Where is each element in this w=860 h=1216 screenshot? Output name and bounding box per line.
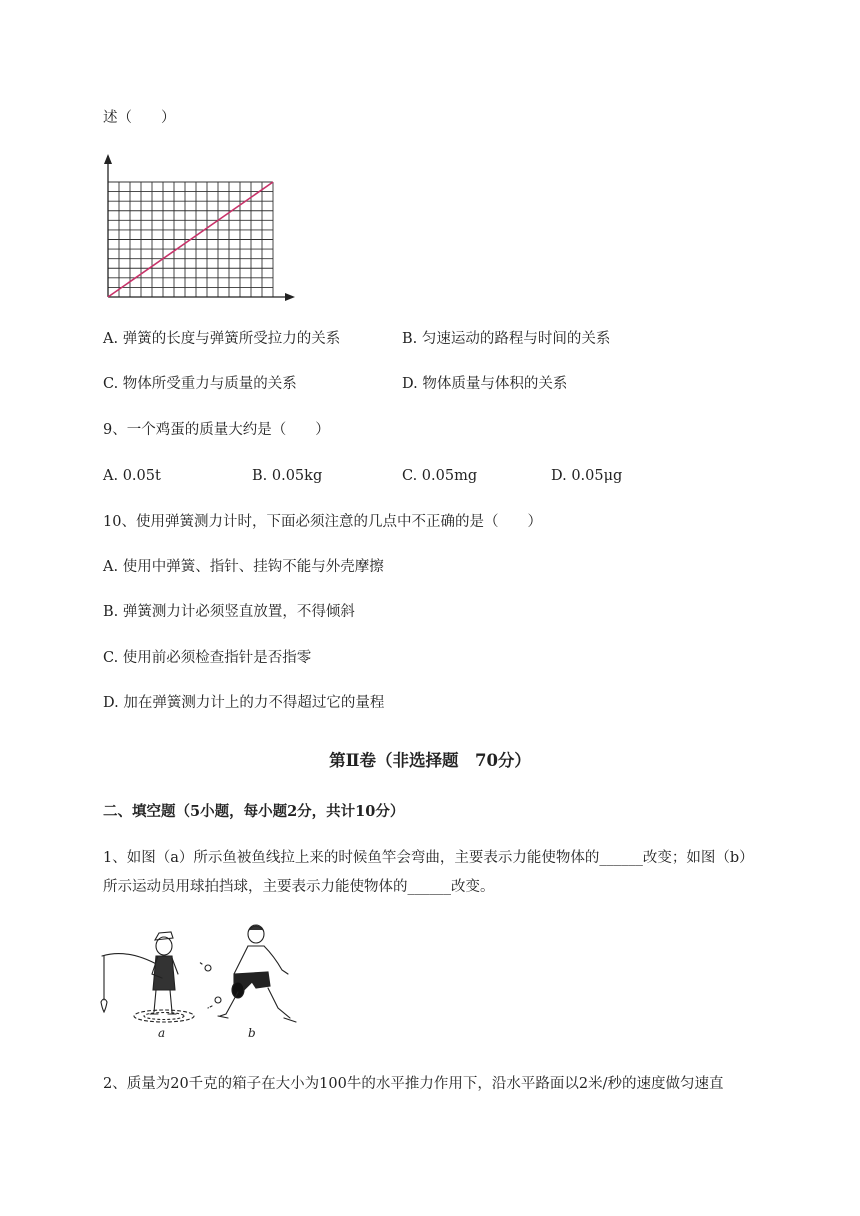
question-10-option-a[interactable]: A. 使用中弹簧、指针、挂钩不能与外壳摩擦 xyxy=(103,559,384,575)
question-9-option-b[interactable]: B. 0.05kg xyxy=(252,468,323,484)
figure-label-b: b xyxy=(248,1026,256,1038)
question-9-option-c[interactable]: C. 0.05mg xyxy=(402,468,478,484)
x-axis-arrow xyxy=(285,293,295,301)
section-heading: 二、填空题（5小题，每小题2分，共计10分） xyxy=(103,803,405,820)
question-10-option-b[interactable]: B. 弹簧测力计必须竖直放置，不得倾斜 xyxy=(103,604,355,620)
fisherman-illustration xyxy=(101,932,194,1022)
question-9-stem: 9、一个鸡蛋的质量大约是（ ） xyxy=(103,422,330,438)
question-8-option-c[interactable]: C. 物体所受重力与质量的关系 xyxy=(103,376,297,392)
question-8-option-b[interactable]: B. 匀速运动的路程与时间的关系 xyxy=(402,331,611,347)
question-10-stem: 10、使用弹簧测力计时，下面必须注意的几点中不正确的是（ ） xyxy=(103,514,542,530)
question-8-option-d[interactable]: D. 物体质量与体积的关系 xyxy=(402,376,568,392)
fishing-and-player-figure xyxy=(98,918,308,1038)
question-10-option-c[interactable]: C. 使用前必须检查指针是否指零 xyxy=(103,650,312,666)
fill-question-1-line-2: 所示运动员用球拍挡球，主要表示力能使物体的______改变。 xyxy=(103,879,495,895)
question-9-option-a[interactable]: A. 0.05t xyxy=(103,468,161,484)
y-axis-arrow xyxy=(104,154,112,164)
fill-question-2-line-1: 2、质量为20千克的箱子在大小为100牛的水平推力作用下，沿水平路面以2米/秒的速度做匀速直 xyxy=(103,1076,724,1092)
question-9-option-d[interactable]: D. 0.05μg xyxy=(551,468,623,484)
part-2-title: 第Ⅱ卷（非选择题 70分） xyxy=(329,751,531,770)
question-10-option-d[interactable]: D. 加在弹簧测力计上的力不得超过它的量程 xyxy=(103,695,385,711)
player-illustration xyxy=(199,925,296,1022)
fill-question-1-line-1: 1、如图（a）所示鱼被鱼线拉上来的时候鱼竿会弯曲，主要表示力能使物体的______改变；如图（b） xyxy=(103,850,754,866)
proportional-graph xyxy=(96,150,306,310)
question-8-option-a[interactable]: A. 弹簧的长度与弹簧所受拉力的关系 xyxy=(103,331,341,347)
figure-label-a: a xyxy=(158,1026,166,1038)
question-8-stem-tail: 述（ ） xyxy=(103,110,176,126)
